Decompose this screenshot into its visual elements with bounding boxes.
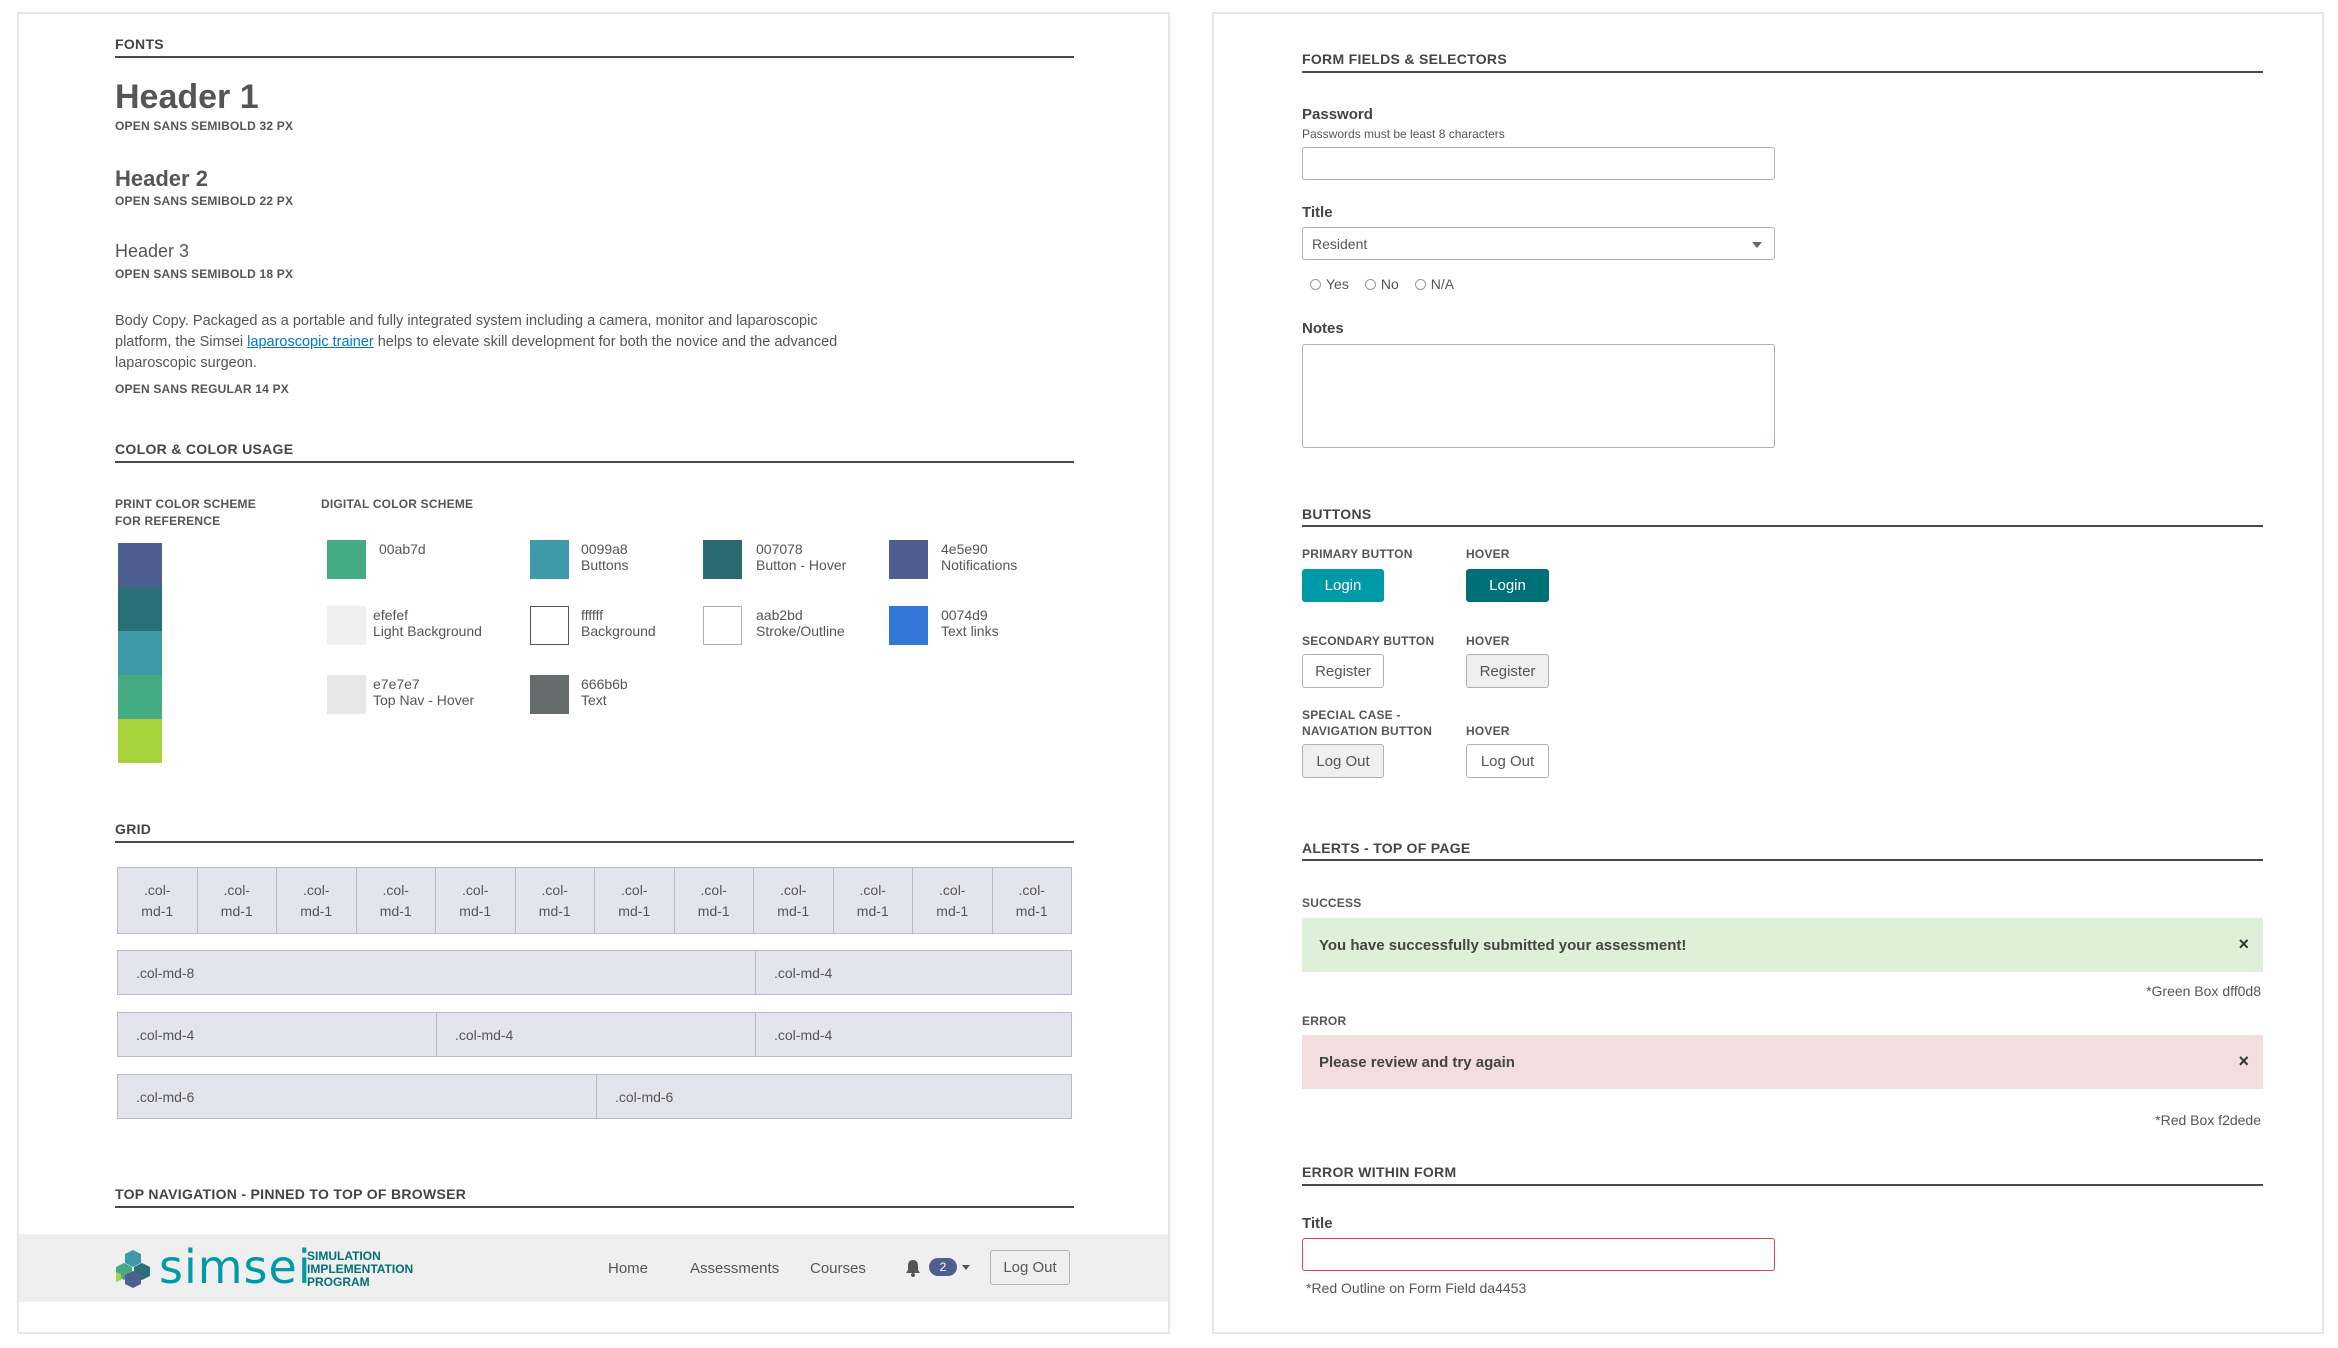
primary-hover-label: HOVER [1466,547,1510,561]
grid-cell-label: md-1 [141,902,174,919]
body-copy-text-end: helps to elevate skill development for both the novice and the advanced laparoscopic surgeon. [115,334,838,371]
color-swatch-00ab7d [327,540,366,579]
error-alert [1302,1035,2263,1089]
swatch-label-00ab7d [379,541,426,557]
swatch-usage: Background [581,623,656,639]
swatch-hex: aab2bd [756,607,803,623]
navigation-logout-button[interactable]: Log Out [1302,744,1384,778]
header-3-spec: OPEN SANS SEMIBOLD 18 PX [115,267,294,281]
simsei-logo-wordmark[interactable]: simsei [159,1240,312,1294]
grid-cell-col-md-1 [675,868,755,933]
color-swatch-666b6b [530,675,569,714]
error-label: ERROR [1302,1014,1347,1028]
swatch-label-e7e7e7 [373,676,474,708]
color-swatch-4e5e90 [889,540,928,579]
grid-cell-label: .col- [462,881,489,898]
error-title-input[interactable] [1302,1238,1775,1271]
error-title-label: Title [1302,1215,1333,1232]
grid-row-8-4 [117,950,1072,995]
grid-cell-label: .col- [939,881,966,898]
radio-button[interactable] [1415,279,1426,290]
grid-cell-label: .col- [541,881,568,898]
swatch-label-007078 [756,541,846,573]
radio-na[interactable] [1415,276,1454,292]
password-hint: Passwords must be least 8 characters [1302,127,1505,141]
alerts-section-title: ALERTS - TOP OF PAGE [1302,840,1471,856]
grid-cell-label: md-1 [856,902,889,919]
grid-row-6-6 [117,1074,1072,1119]
color-swatch-ffffff [530,606,569,645]
grid-cell-label: .col- [700,881,727,898]
header-1-spec: OPEN SANS SEMIBOLD 32 PX [115,119,294,133]
grid-cell-label: .col- [859,881,886,898]
grid-cell-label: .col- [780,881,807,898]
body-copy-text: Body Copy. Packaged as a portable and fully integrated system including a camera, monitor and laparoscopic platform, the Simsei [115,313,818,350]
swatch-usage: Buttons [581,557,629,573]
grid-cell-col-md-1 [913,868,993,933]
close-icon[interactable]: × [2238,934,2249,954]
grid-cell-label: md-1 [538,902,571,919]
top-nav-divider [115,1206,1074,1208]
print-color-swatch [118,631,162,675]
grid-row-12-columns [117,867,1072,934]
grid-divider [115,841,1074,843]
swatch-usage: Button - Hover [756,557,847,573]
grid-cell-label: .col- [144,881,171,898]
fonts-section-title: FONTS [115,36,164,52]
swatch-label-666b6b [581,676,628,708]
password-input[interactable] [1302,147,1775,180]
primary-button-label: PRIMARY BUTTON [1302,547,1413,561]
grid-cell-col-md-1 [595,868,675,933]
body-copy-spec: OPEN SANS REGULAR 14 PX [115,382,289,396]
grid-cell: .col-md-4 [774,1026,833,1043]
radio-button[interactable] [1365,279,1376,290]
swatch-hex: 666b6b [581,676,628,692]
swatch-label-0074d9 [941,607,999,639]
radio-label: N/A [1430,276,1455,292]
chevron-down-icon [1752,242,1762,248]
swatch-hex: 007078 [756,541,803,557]
swatch-usage: Stroke/Outline [756,623,845,639]
color-swatch-0099a8 [530,540,569,579]
grid-cell-label: .col- [1018,881,1045,898]
error-form-divider [1302,1184,2263,1186]
swatch-label-0099a8 [581,541,628,573]
notification-bell-icon[interactable] [903,1258,923,1278]
secondary-hover-label: HOVER [1466,634,1510,648]
error-alert-text: Please review and try again [1319,1053,1515,1071]
swatch-usage: Top Nav - Hover [373,692,475,708]
grid-cell-label: md-1 [936,902,969,919]
radio-yes[interactable] [1310,276,1349,292]
close-icon[interactable]: × [2238,1051,2249,1071]
primary-login-button[interactable]: Login [1302,569,1384,602]
success-label: SUCCESS [1302,896,1362,910]
password-label: Password [1302,106,1373,123]
print-color-swatch [118,719,162,763]
color-swatch-0074d9 [889,606,928,645]
radio-group [1310,276,1454,292]
notes-textarea[interactable] [1302,344,1775,448]
grid-cell-col-md-1 [118,868,198,933]
success-note: *Green Box dff0d8 [2146,983,2261,999]
logo-tagline-line: IMPLEMENTATION [307,1262,414,1276]
radio-label: Yes [1326,276,1349,292]
error-form-section-title: ERROR WITHIN FORM [1302,1164,1457,1180]
grid-cell-col-md-1 [754,868,834,933]
swatch-label-efefef [373,607,482,639]
color-section-title: COLOR & COLOR USAGE [115,441,294,457]
radio-no[interactable] [1365,276,1399,292]
grid-cell-col-md-1 [993,868,1072,933]
top-nav-section-title: TOP NAVIGATION - PINNED TO TOP OF BROWSER [115,1186,467,1202]
title-label: Title [1302,204,1333,221]
grid-cell-label: md-1 [618,902,651,919]
grid-cell-col-md-1 [834,868,914,933]
swatch-hex: e7e7e7 [373,676,420,692]
alerts-divider [1302,859,2263,861]
print-scheme-sublabel: FOR REFERENCE [115,514,221,528]
swatch-usage: Light Background [373,623,482,639]
radio-button[interactable] [1310,279,1321,290]
color-divider [115,461,1074,463]
grid-section-title: GRID [115,821,152,837]
fonts-divider [115,56,1074,58]
navigation-logout-button-hover[interactable]: Log Out [1466,744,1549,778]
style-guide-right-panel [1212,12,2324,1334]
grid-cell-col-md-1 [277,868,357,933]
logo-tagline-line: SIMULATION [307,1249,381,1263]
top-nav-logout-button[interactable]: Log Out [990,1250,1070,1285]
buttons-divider [1302,525,2263,527]
grid-cell-col-md-1 [198,868,278,933]
color-swatch-007078 [703,540,742,579]
notification-count-badge[interactable]: 2 [929,1258,957,1276]
notes-label: Notes [1302,320,1344,337]
notification-dropdown-caret-icon[interactable] [962,1265,970,1270]
nav-link-courses[interactable]: Courses [810,1260,866,1277]
grid-cell-label: md-1 [220,902,253,919]
navigation-button-label: NAVIGATION BUTTON [1302,724,1433,738]
grid-cell-label: md-1 [777,902,810,919]
grid-cell-label: md-1 [1015,902,1048,919]
nav-link-home[interactable]: Home [608,1260,649,1277]
grid-cell-label: .col- [621,881,648,898]
grid-cell: .col-md-8 [118,951,756,994]
grid-cell: .col-md-4 [437,1013,756,1056]
radio-label: No [1380,276,1399,292]
header-2-sample: Header 2 [115,166,208,191]
swatch-hex: 0099a8 [581,541,628,557]
form-fields-divider [1302,71,2263,73]
grid-cell-col-md-1 [357,868,437,933]
swatch-label-aab2bd [756,607,845,639]
buttons-section-title: BUTTONS [1302,506,1372,522]
grid-cell-label: md-1 [697,902,730,919]
success-alert-text: You have successfully submitted your assessment! [1319,936,1687,954]
color-swatch-efefef [327,606,366,645]
title-select[interactable] [1302,227,1775,260]
style-guide-left-panel [17,12,1170,1334]
grid-cell-label: .col- [303,881,330,898]
swatch-usage: Text links [941,623,999,639]
nav-link-assessments[interactable]: Assessments [690,1260,780,1277]
swatch-usage: Text [581,692,607,708]
success-alert [1302,918,2263,972]
swatch-hex: ffffff [581,607,604,623]
swatch-hex: 4e5e90 [941,541,988,557]
grid-cell: .col-md-4 [774,964,833,981]
header-1-sample: Header 1 [115,78,259,116]
secondary-register-button-hover[interactable]: Register [1466,654,1549,688]
color-swatch-e7e7e7 [327,675,366,714]
grid-cell-col-md-1 [436,868,516,933]
swatch-label-ffffff [581,607,656,639]
logo-tagline [307,1250,413,1289]
secondary-button-label: SECONDARY BUTTON [1302,634,1435,648]
grid-cell: .col-md-4 [118,1013,437,1056]
special-case-label: SPECIAL CASE - [1302,708,1401,722]
print-color-swatch [118,587,162,631]
print-color-swatch [118,543,162,587]
header-2-spec: OPEN SANS SEMIBOLD 22 PX [115,194,294,208]
swatch-hex: efefef [373,607,409,623]
primary-login-button-hover[interactable]: Login [1466,569,1549,602]
swatch-hex: 0074d9 [941,607,988,623]
print-scheme-label: PRINT COLOR SCHEME [115,497,256,511]
grid-row-4-4-4 [117,1012,1072,1057]
grid-cell-label: .col- [223,881,250,898]
top-navigation-bar [19,1234,1168,1302]
grid-cell: .col-md-6 [615,1088,674,1105]
swatch-label-4e5e90 [941,541,1017,573]
header-3-sample: Header 3 [115,241,190,261]
print-color-swatch [118,675,162,719]
swatch-hex: 00ab7d [379,541,426,557]
grid-cell: .col-md-6 [118,1075,597,1118]
error-note: *Red Box f2dede [2155,1112,2261,1128]
swatch-usage: Notifications [941,557,1018,573]
color-swatch-aab2bd [703,606,742,645]
grid-cell-label: .col- [382,881,409,898]
logo-tagline-line: PROGRAM [307,1275,370,1289]
body-copy-sample [115,311,845,374]
navigation-hover-label: HOVER [1466,724,1510,738]
title-select-value: Resident [1312,235,1368,252]
grid-cell-label: md-1 [379,902,412,919]
error-form-note: *Red Outline on Form Field da4453 [1306,1280,1527,1296]
grid-cell-label: md-1 [300,902,333,919]
secondary-register-button[interactable]: Register [1302,654,1384,688]
grid-cell-col-md-1 [516,868,596,933]
simsei-logo-icon[interactable] [115,1248,151,1288]
form-fields-section-title: FORM FIELDS & SELECTORS [1302,51,1507,67]
grid-cell-label: md-1 [459,902,492,919]
digital-scheme-label: DIGITAL COLOR SCHEME [321,497,474,511]
laparoscopic-trainer-link[interactable]: laparoscopic trainer [247,334,374,350]
